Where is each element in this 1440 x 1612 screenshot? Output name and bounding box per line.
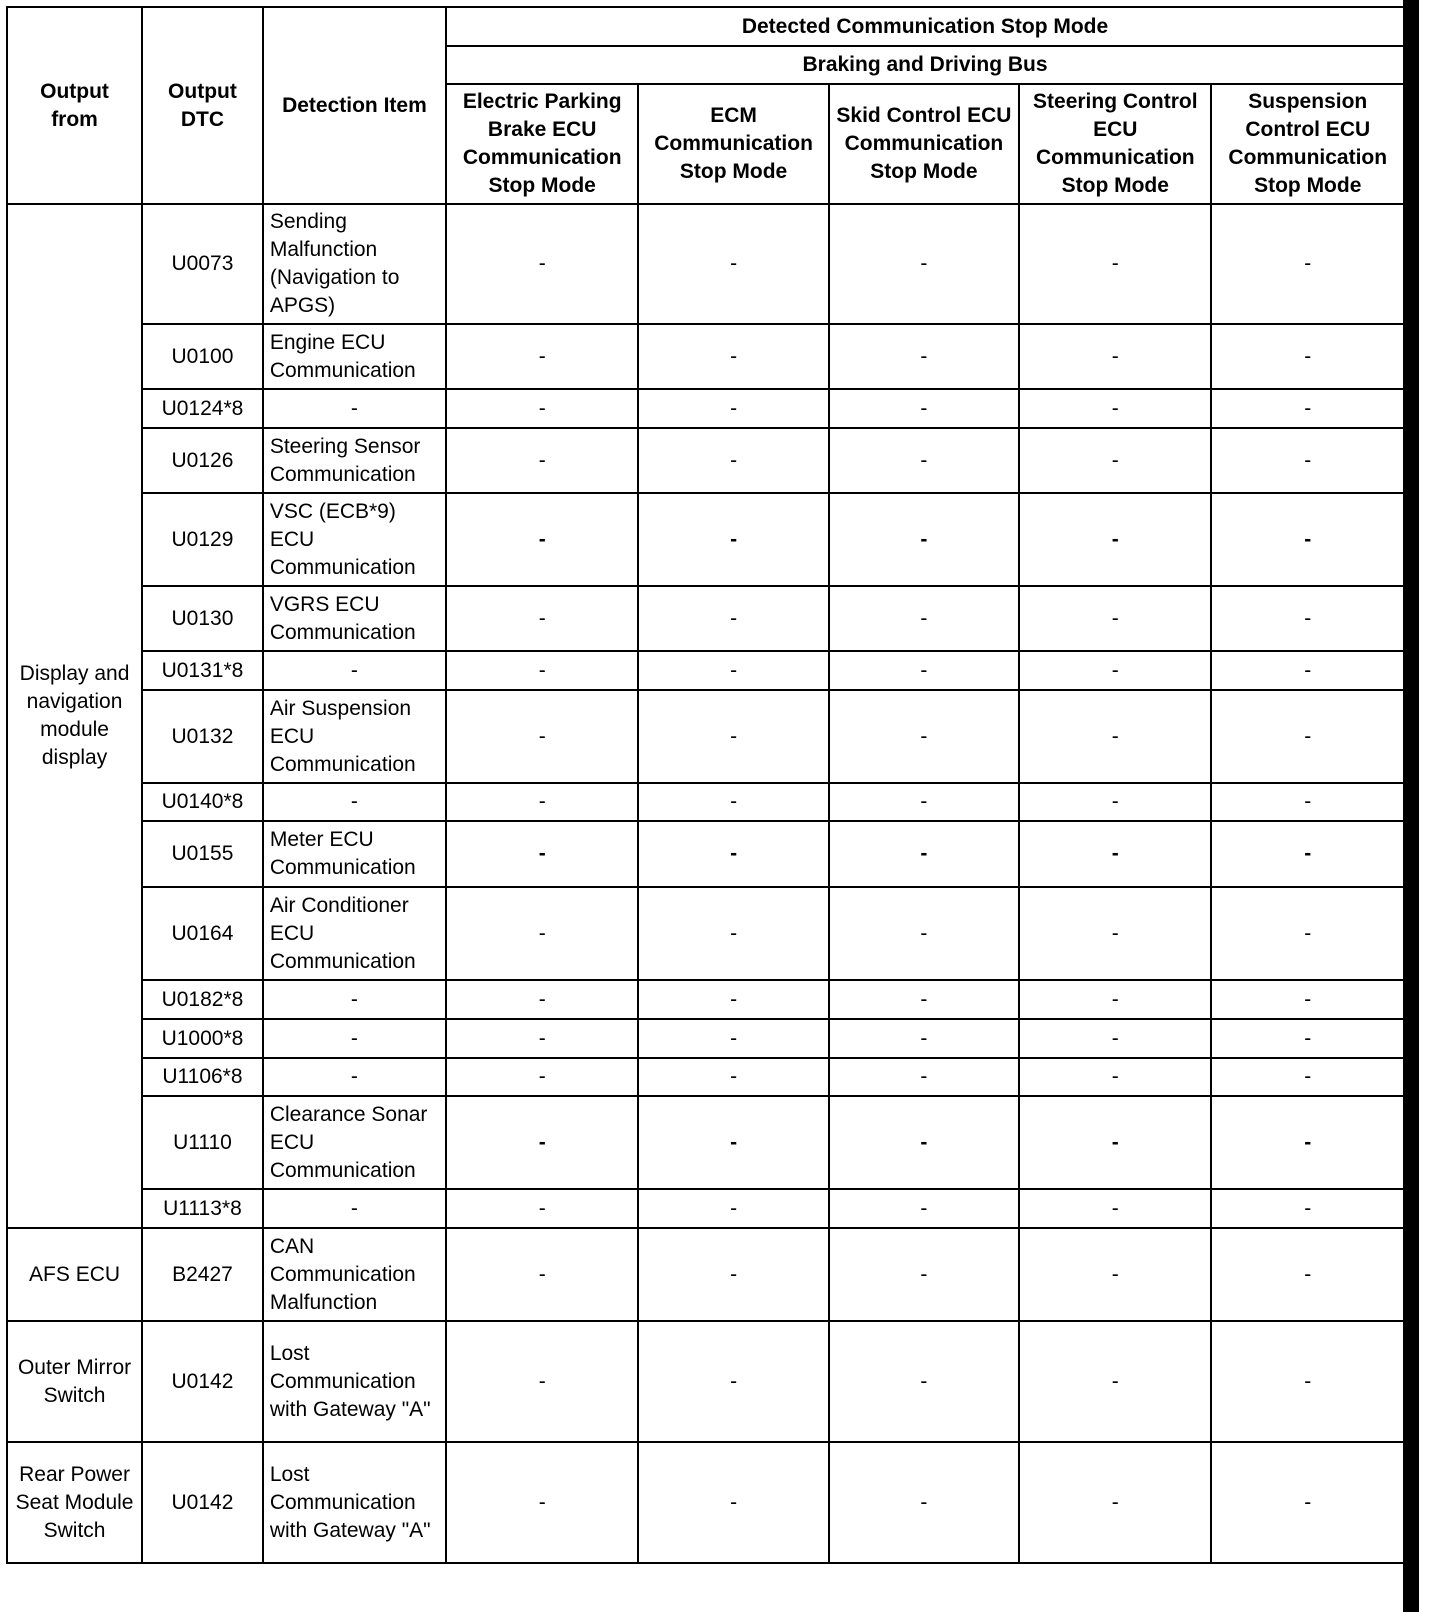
mode-3-value-cell: -	[829, 980, 1019, 1019]
mode-1-value-cell: -	[446, 1321, 638, 1442]
dtc-code-cell: U0155	[142, 821, 263, 887]
mode-3-value-cell: -	[829, 1442, 1019, 1563]
mode-3-value-cell: -	[829, 1189, 1019, 1228]
detection-item-cell: Meter ECU Communication	[263, 821, 446, 887]
table-row	[7, 1096, 1404, 1189]
dtc-table	[6, 6, 1405, 1564]
dtc-code-cell: U0142	[142, 1442, 263, 1563]
mode-2-value-cell: -	[638, 1228, 828, 1321]
dtc-code-cell: U0073	[142, 204, 263, 324]
mode-2-value-cell: -	[638, 651, 828, 690]
mode-1-value-cell: -	[446, 887, 638, 980]
mode-3-value-cell: -	[829, 1019, 1019, 1058]
dtc-code-cell: U0164	[142, 887, 263, 980]
mode-3-value-cell: -	[829, 887, 1019, 980]
mode-5-value-cell: -	[1211, 493, 1404, 586]
detection-item-cell: -	[263, 389, 446, 428]
mode-5-value-cell: -	[1211, 1019, 1404, 1058]
mode-3-value-cell: -	[829, 324, 1019, 389]
mode-2-value-cell: -	[638, 821, 828, 887]
mode-4-value-cell: -	[1019, 324, 1211, 389]
table-row	[7, 651, 1404, 690]
mode-2-value-cell: -	[638, 324, 828, 389]
output-from-cell: AFS ECU	[7, 1228, 142, 1321]
detection-item-cell: VSC (ECB*9) ECU Communication	[263, 493, 446, 586]
mode-3-value-cell: -	[829, 586, 1019, 651]
mode-2-value-cell: -	[638, 493, 828, 586]
dtc-code-cell: U0131*8	[142, 651, 263, 690]
table-row	[7, 1321, 1404, 1442]
mode-5-value-cell: -	[1211, 651, 1404, 690]
mode-1-value-cell: -	[446, 389, 638, 428]
header-mode-4: Steering Control ECU Communication Stop Mode	[1019, 84, 1211, 204]
mode-5-value-cell: -	[1211, 204, 1404, 324]
table-row	[7, 586, 1404, 651]
header-mode-3: Skid Control ECU Communication Stop Mode	[829, 84, 1019, 204]
output-from-cell: Outer Mirror Switch	[7, 1321, 142, 1442]
dtc-code-cell: U0142	[142, 1321, 263, 1442]
output-from-cell: Display and navigation module display	[7, 204, 142, 1228]
mode-5-value-cell: -	[1211, 887, 1404, 980]
mode-5-value-cell: -	[1211, 690, 1404, 783]
dtc-code-cell: U0129	[142, 493, 263, 586]
mode-4-value-cell: -	[1019, 690, 1211, 783]
dtc-code-cell: U1000*8	[142, 1019, 263, 1058]
mode-1-value-cell: -	[446, 204, 638, 324]
detection-item-cell: -	[263, 1019, 446, 1058]
mode-1-value-cell: -	[446, 1096, 638, 1189]
dtc-code-cell: U0182*8	[142, 980, 263, 1019]
mode-2-value-cell: -	[638, 204, 828, 324]
dtc-code-cell: U0124*8	[142, 389, 263, 428]
mode-1-value-cell: -	[446, 690, 638, 783]
mode-1-value-cell: -	[446, 1228, 638, 1321]
table-row	[7, 887, 1404, 980]
dtc-code-cell: U0126	[142, 428, 263, 493]
mode-2-value-cell: -	[638, 1096, 828, 1189]
mode-3-value-cell: -	[829, 1228, 1019, 1321]
mode-4-value-cell: -	[1019, 1096, 1211, 1189]
mode-1-value-cell: -	[446, 1019, 638, 1058]
mode-4-value-cell: -	[1019, 1019, 1211, 1058]
mode-4-value-cell: -	[1019, 1189, 1211, 1228]
mode-5-value-cell: -	[1211, 1189, 1404, 1228]
mode-1-value-cell: -	[446, 651, 638, 690]
mode-4-value-cell: -	[1019, 887, 1211, 980]
table-row	[7, 1442, 1404, 1563]
header-bus: Braking and Driving Bus	[446, 46, 1404, 84]
detection-item-cell: Steering Sensor Communication	[263, 428, 446, 493]
detection-item-cell: Air Conditioner ECU Communication	[263, 887, 446, 980]
mode-3-value-cell: -	[829, 690, 1019, 783]
table-row	[7, 783, 1404, 821]
mode-3-value-cell: -	[829, 1058, 1019, 1096]
mode-5-value-cell: -	[1211, 1096, 1404, 1189]
mode-4-value-cell: -	[1019, 389, 1211, 428]
detection-item-cell: -	[263, 980, 446, 1019]
table-header	[7, 7, 1404, 204]
mode-1-value-cell: -	[446, 821, 638, 887]
mode-4-value-cell: -	[1019, 1058, 1211, 1096]
detection-item-cell: CAN Communication Malfunction	[263, 1228, 446, 1321]
table-body	[7, 204, 1404, 1563]
mode-2-value-cell: -	[638, 586, 828, 651]
mode-2-value-cell: -	[638, 1321, 828, 1442]
mode-5-value-cell: -	[1211, 586, 1404, 651]
mode-5-value-cell: -	[1211, 1442, 1404, 1563]
dtc-code-cell: U0100	[142, 324, 263, 389]
mode-4-value-cell: -	[1019, 1321, 1211, 1442]
mode-4-value-cell: -	[1019, 1442, 1211, 1563]
dtc-code-cell: B2427	[142, 1228, 263, 1321]
header-detection-item: Detection Item	[263, 7, 446, 204]
mode-5-value-cell: -	[1211, 783, 1404, 821]
header-output-dtc-text: Output DTC	[168, 79, 237, 131]
mode-5-value-cell: -	[1211, 1228, 1404, 1321]
detection-item-cell: Air Suspension ECU Communication	[263, 690, 446, 783]
mode-2-value-cell: -	[638, 1058, 828, 1096]
table-row	[7, 324, 1404, 389]
mode-2-value-cell: -	[638, 690, 828, 783]
detection-item-cell: -	[263, 1189, 446, 1228]
mode-4-value-cell: -	[1019, 493, 1211, 586]
table-row	[7, 821, 1404, 887]
mode-2-value-cell: -	[638, 389, 828, 428]
detection-item-cell: -	[263, 651, 446, 690]
table-row	[7, 428, 1404, 493]
dtc-code-cell: U0132	[142, 690, 263, 783]
mode-3-value-cell: -	[829, 389, 1019, 428]
header-mode-1: Electric Parking Brake ECU Communication Stop Mode	[446, 84, 638, 204]
mode-3-value-cell: -	[829, 428, 1019, 493]
mode-2-value-cell: -	[638, 428, 828, 493]
mode-4-value-cell: -	[1019, 980, 1211, 1019]
mode-3-value-cell: -	[829, 1096, 1019, 1189]
detection-item-cell: Lost Communication with Gateway "A"	[263, 1321, 446, 1442]
mode-3-value-cell: -	[829, 1321, 1019, 1442]
table-row	[7, 1058, 1404, 1096]
detection-item-cell: Sending Malfunction (Navigation to APGS)	[263, 204, 446, 324]
detection-item-cell: VGRS ECU Communication	[263, 586, 446, 651]
table-row	[7, 1019, 1404, 1058]
mode-3-value-cell: -	[829, 651, 1019, 690]
mode-5-value-cell: -	[1211, 389, 1404, 428]
table-row	[7, 980, 1404, 1019]
mode-1-value-cell: -	[446, 1442, 638, 1563]
mode-1-value-cell: -	[446, 980, 638, 1019]
detection-item-cell: Clearance Sonar ECU Communication	[263, 1096, 446, 1189]
mode-3-value-cell: -	[829, 204, 1019, 324]
mode-4-value-cell: -	[1019, 821, 1211, 887]
mode-5-value-cell: -	[1211, 1058, 1404, 1096]
table-row	[7, 389, 1404, 428]
mode-1-value-cell: -	[446, 428, 638, 493]
mode-1-value-cell: -	[446, 1058, 638, 1096]
mode-1-value-cell: -	[446, 783, 638, 821]
mode-2-value-cell: -	[638, 1442, 828, 1563]
detection-item-cell: Lost Communication with Gateway "A"	[263, 1442, 446, 1563]
mode-2-value-cell: -	[638, 1019, 828, 1058]
dtc-code-cell: U1110	[142, 1096, 263, 1189]
mode-4-value-cell: -	[1019, 651, 1211, 690]
header-output-from-text: Output from	[40, 79, 109, 131]
mode-1-value-cell: -	[446, 493, 638, 586]
mode-3-value-cell: -	[829, 783, 1019, 821]
mode-2-value-cell: -	[638, 783, 828, 821]
dtc-code-cell: U0140*8	[142, 783, 263, 821]
detection-item-cell: -	[263, 783, 446, 821]
mode-5-value-cell: -	[1211, 980, 1404, 1019]
header-mode-5: Suspension Control ECU Communication Stop Mode	[1211, 84, 1404, 204]
dtc-code-cell: U1113*8	[142, 1189, 263, 1228]
mode-3-value-cell: -	[829, 493, 1019, 586]
mode-5-value-cell: -	[1211, 428, 1404, 493]
mode-1-value-cell: -	[446, 1189, 638, 1228]
header-mode-2: ECM Communication Stop Mode	[638, 84, 828, 204]
mode-1-value-cell: -	[446, 586, 638, 651]
table-row	[7, 204, 1404, 324]
header-output-dtc	[142, 7, 263, 204]
output-from-cell: Rear Power Seat Module Switch	[7, 1442, 142, 1563]
dtc-code-cell: U0130	[142, 586, 263, 651]
mode-2-value-cell: -	[638, 887, 828, 980]
mode-5-value-cell: -	[1211, 1321, 1404, 1442]
mode-4-value-cell: -	[1019, 1228, 1211, 1321]
mode-2-value-cell: -	[638, 1189, 828, 1228]
table-row	[7, 493, 1404, 586]
right-edge-bar	[1403, 0, 1419, 1612]
detection-item-cell: -	[263, 1058, 446, 1096]
table-row	[7, 690, 1404, 783]
table-row	[7, 1228, 1404, 1321]
detection-item-cell: Engine ECU Communication	[263, 324, 446, 389]
mode-4-value-cell: -	[1019, 586, 1211, 651]
dtc-code-cell: U1106*8	[142, 1058, 263, 1096]
table-row	[7, 1189, 1404, 1228]
mode-2-value-cell: -	[638, 980, 828, 1019]
mode-3-value-cell: -	[829, 821, 1019, 887]
mode-4-value-cell: -	[1019, 204, 1211, 324]
mode-4-value-cell: -	[1019, 783, 1211, 821]
mode-1-value-cell: -	[446, 324, 638, 389]
mode-5-value-cell: -	[1211, 821, 1404, 887]
mode-4-value-cell: -	[1019, 428, 1211, 493]
header-detected-mode: Detected Communication Stop Mode	[446, 7, 1404, 46]
mode-5-value-cell: -	[1211, 324, 1404, 389]
header-output-from	[7, 7, 142, 204]
